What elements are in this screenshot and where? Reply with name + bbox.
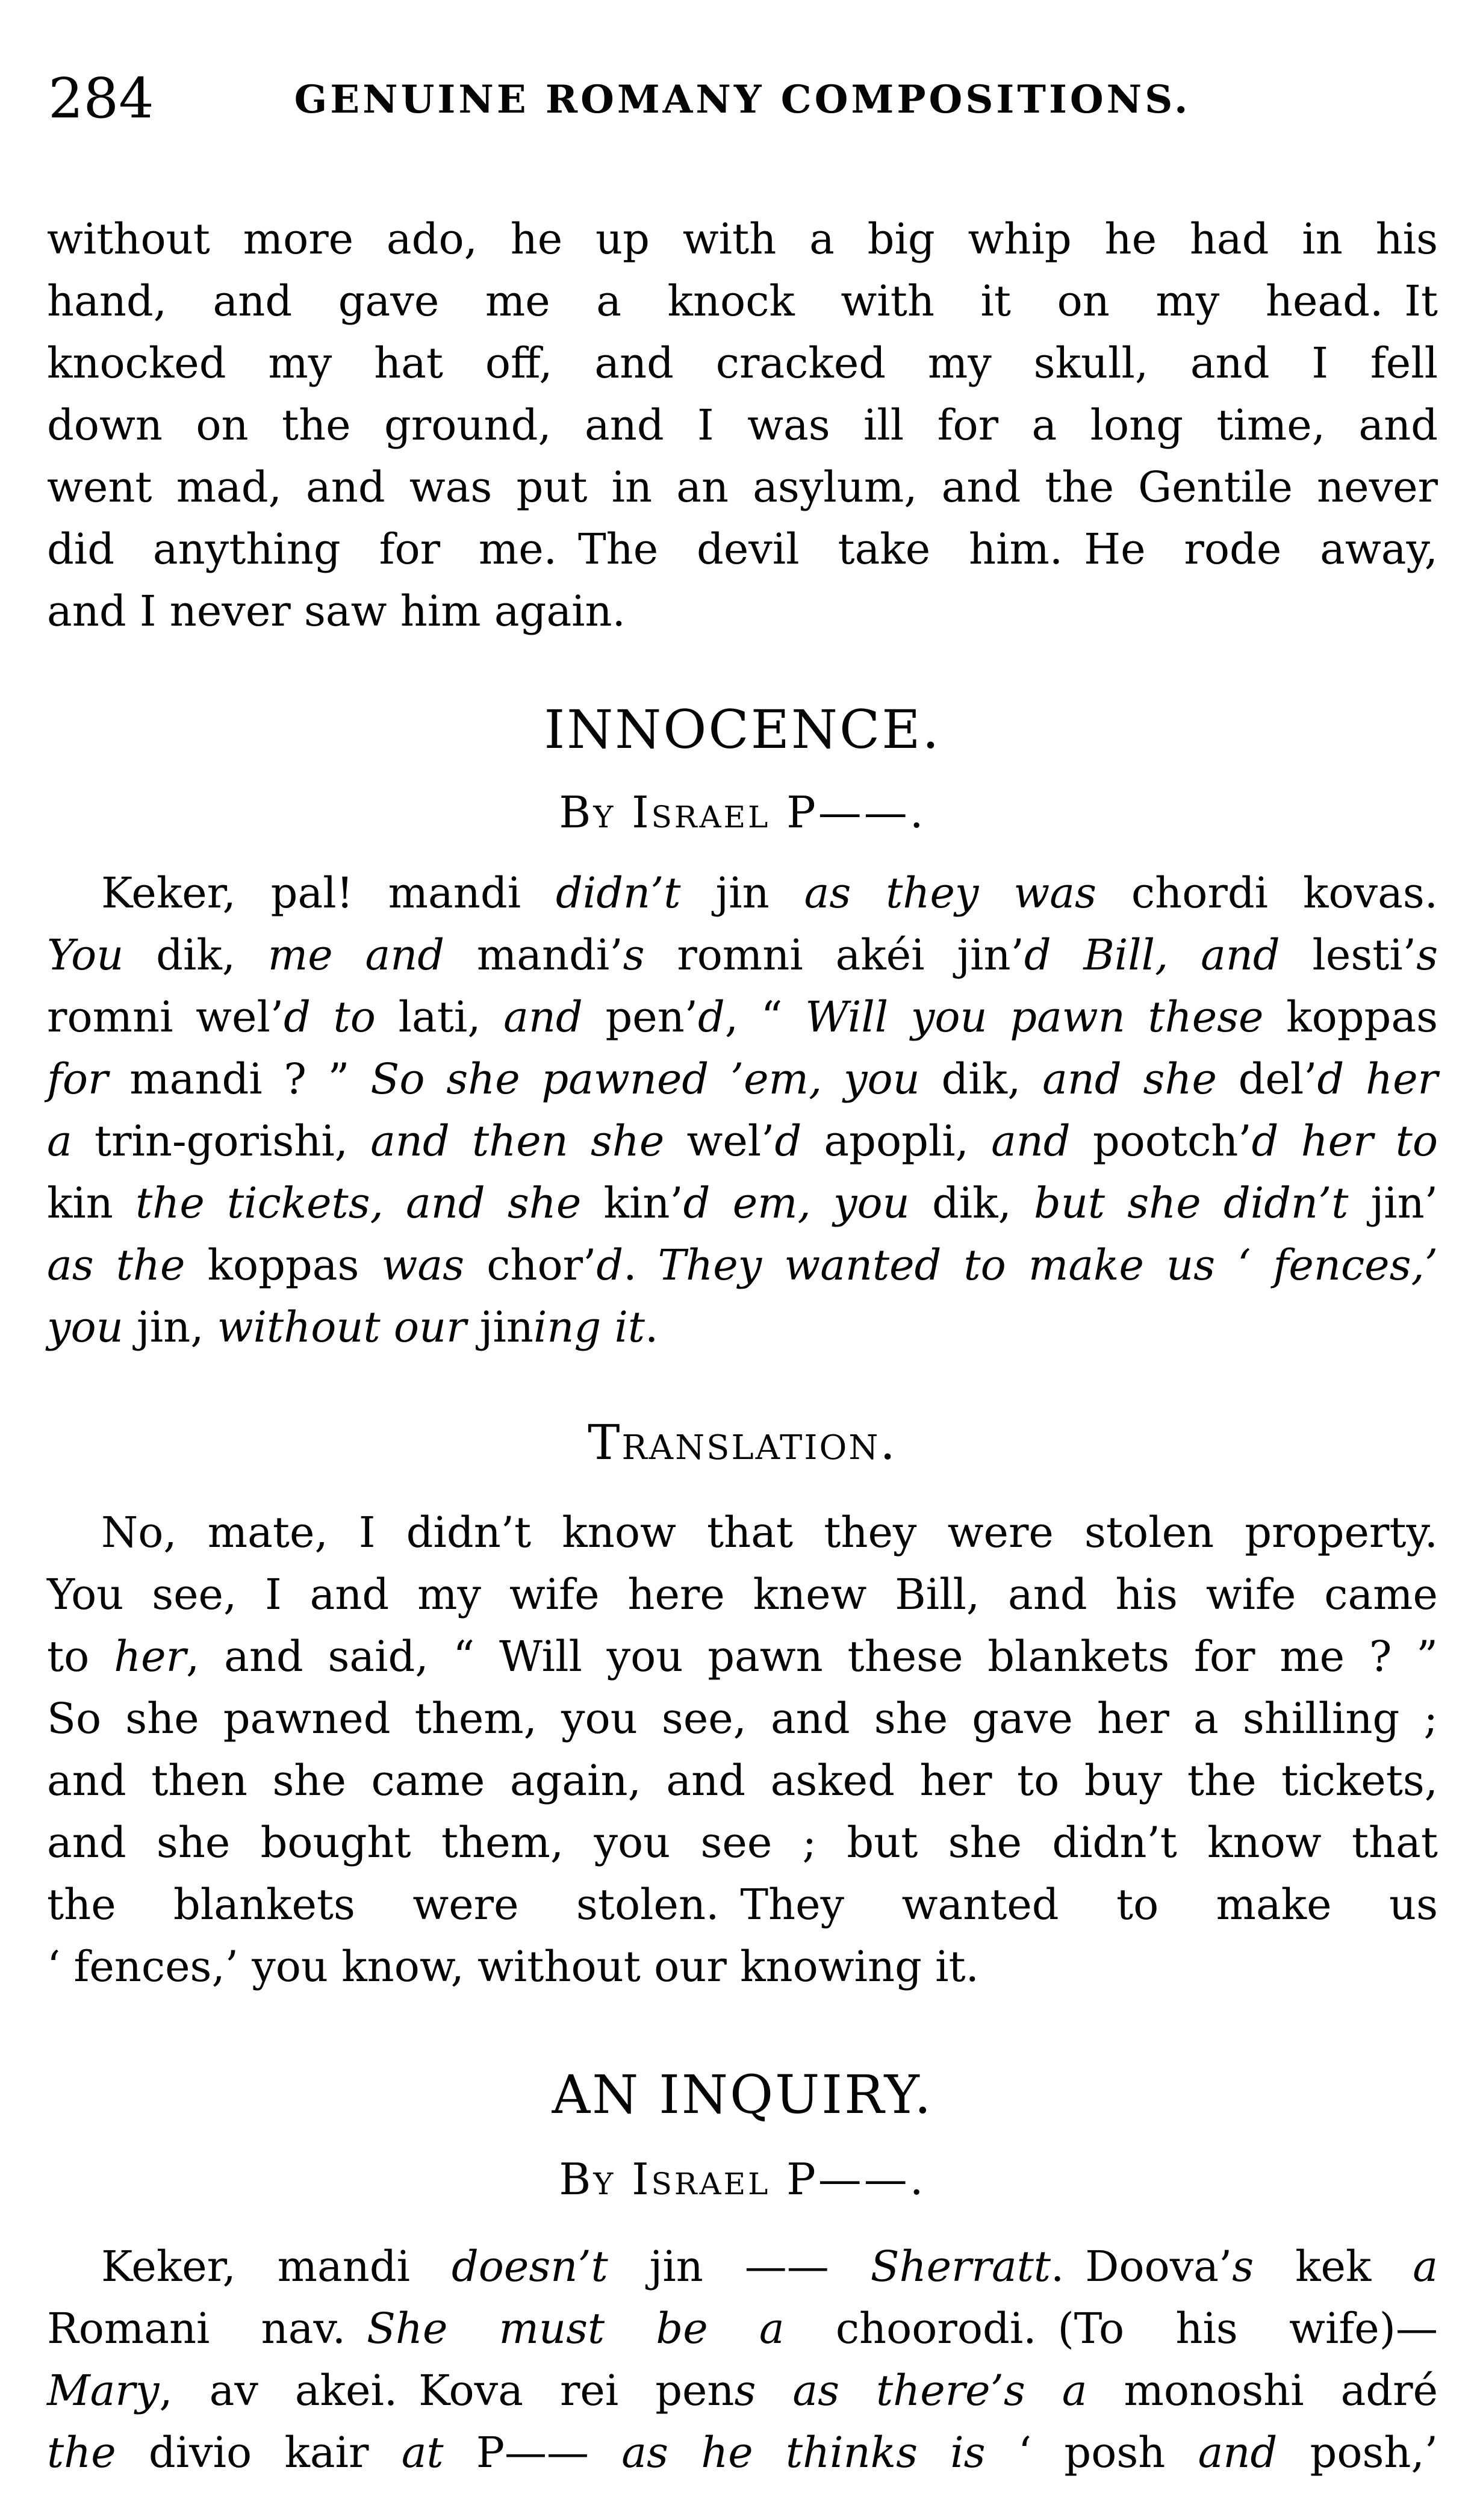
text-line: down on the ground, and I was ill for a long time, and bbox=[47, 400, 1438, 450]
text-line: Keker, mandi doesn’t jin —— Sherratt. Doova’s kek a bbox=[101, 2241, 1438, 2291]
intro-paragraph bbox=[47, 208, 1438, 642]
text-line: kin the tickets, and she kin’d em, you dik, but she didn’t jin’ bbox=[47, 1178, 1438, 1228]
section-heading-inquiry: AN INQUIRY. bbox=[552, 2063, 933, 2126]
text-line: the divio kair at P—— as he thinks is ‘ posh and posh,’ bbox=[47, 2427, 1438, 2477]
text-line: the blankets were stolen. They wanted to make us bbox=[47, 1879, 1438, 1929]
text-line: a trin-gorishi, and then she wel’d apopli, and pootch’d her to bbox=[47, 1116, 1438, 1166]
text-line: went mad, and was put in an asylum, and the Gentile never bbox=[47, 462, 1438, 512]
text-line: knocked my hat off, and cracked my skull, and I fell bbox=[47, 338, 1438, 388]
text-line: Mary, av akei. Kova rei pens as there’s a monoshi adré bbox=[47, 2365, 1438, 2415]
text-line: and she bought them, you see ; but she didn’t know that bbox=[47, 1817, 1438, 1867]
running-title: GENUINE ROMANY COMPOSITIONS. bbox=[294, 77, 1191, 122]
text-line: as the koppas was chor’d. They wanted to make us ‘ fences,’ bbox=[47, 1240, 1438, 1290]
text-line: romni wel’d to lati, and pen’d, “ Will you pawn these koppas bbox=[47, 992, 1438, 1042]
inquiry-paragraph bbox=[47, 2236, 1438, 2484]
section-heading-translation: Translation. bbox=[588, 1414, 897, 1470]
text-line: did anything for me. The devil take him. He rode away, bbox=[47, 524, 1438, 574]
text-line: and I never saw him again. bbox=[47, 586, 626, 636]
text-line: So she pawned them, you see, and she gave her a shilling ; bbox=[47, 1693, 1438, 1743]
text-line: you jin, without our jining it. bbox=[47, 1302, 659, 1352]
innocence-paragraph bbox=[47, 862, 1438, 1358]
text-line: hand, and gave me a knock with it on my head. It bbox=[47, 276, 1438, 326]
page-number: 284 bbox=[48, 66, 154, 131]
text-line: No, mate, I didn’t know that they were stolen property. bbox=[101, 1507, 1438, 1557]
text-line: You see, I and my wife here knew Bill, and his wife came bbox=[47, 1569, 1438, 1619]
section-heading-innocence: INNOCENCE. bbox=[544, 698, 941, 761]
text-line: Romani nav. She must be a choorodi. (To his wife)— bbox=[47, 2303, 1438, 2353]
translation-paragraph bbox=[47, 1502, 1438, 1998]
text-line: to her, and said, “ Will you pawn these blankets for me ? ” bbox=[47, 1631, 1438, 1681]
text-line: Keker, pal! mandi didn’t jin as they was chordi kovas. bbox=[101, 868, 1438, 918]
byline-inquiry: By Israel P——. bbox=[559, 2154, 926, 2205]
text-line: You dik, me and mandi’s romni akéi jin’d Bill, and lesti’s bbox=[47, 930, 1438, 980]
text-line: ‘ fences,’ you know, without our knowing it. bbox=[47, 1941, 979, 1991]
text-line: and then she came again, and asked her to buy the tickets, bbox=[47, 1755, 1438, 1805]
text-line: without more ado, he up with a big whip he had in his bbox=[47, 214, 1438, 264]
text-line: for mandi ? ” So she pawned ’em, you dik, and she del’d her bbox=[47, 1054, 1438, 1104]
page-header bbox=[47, 66, 1438, 137]
byline-innocence: By Israel P——. bbox=[559, 786, 926, 838]
